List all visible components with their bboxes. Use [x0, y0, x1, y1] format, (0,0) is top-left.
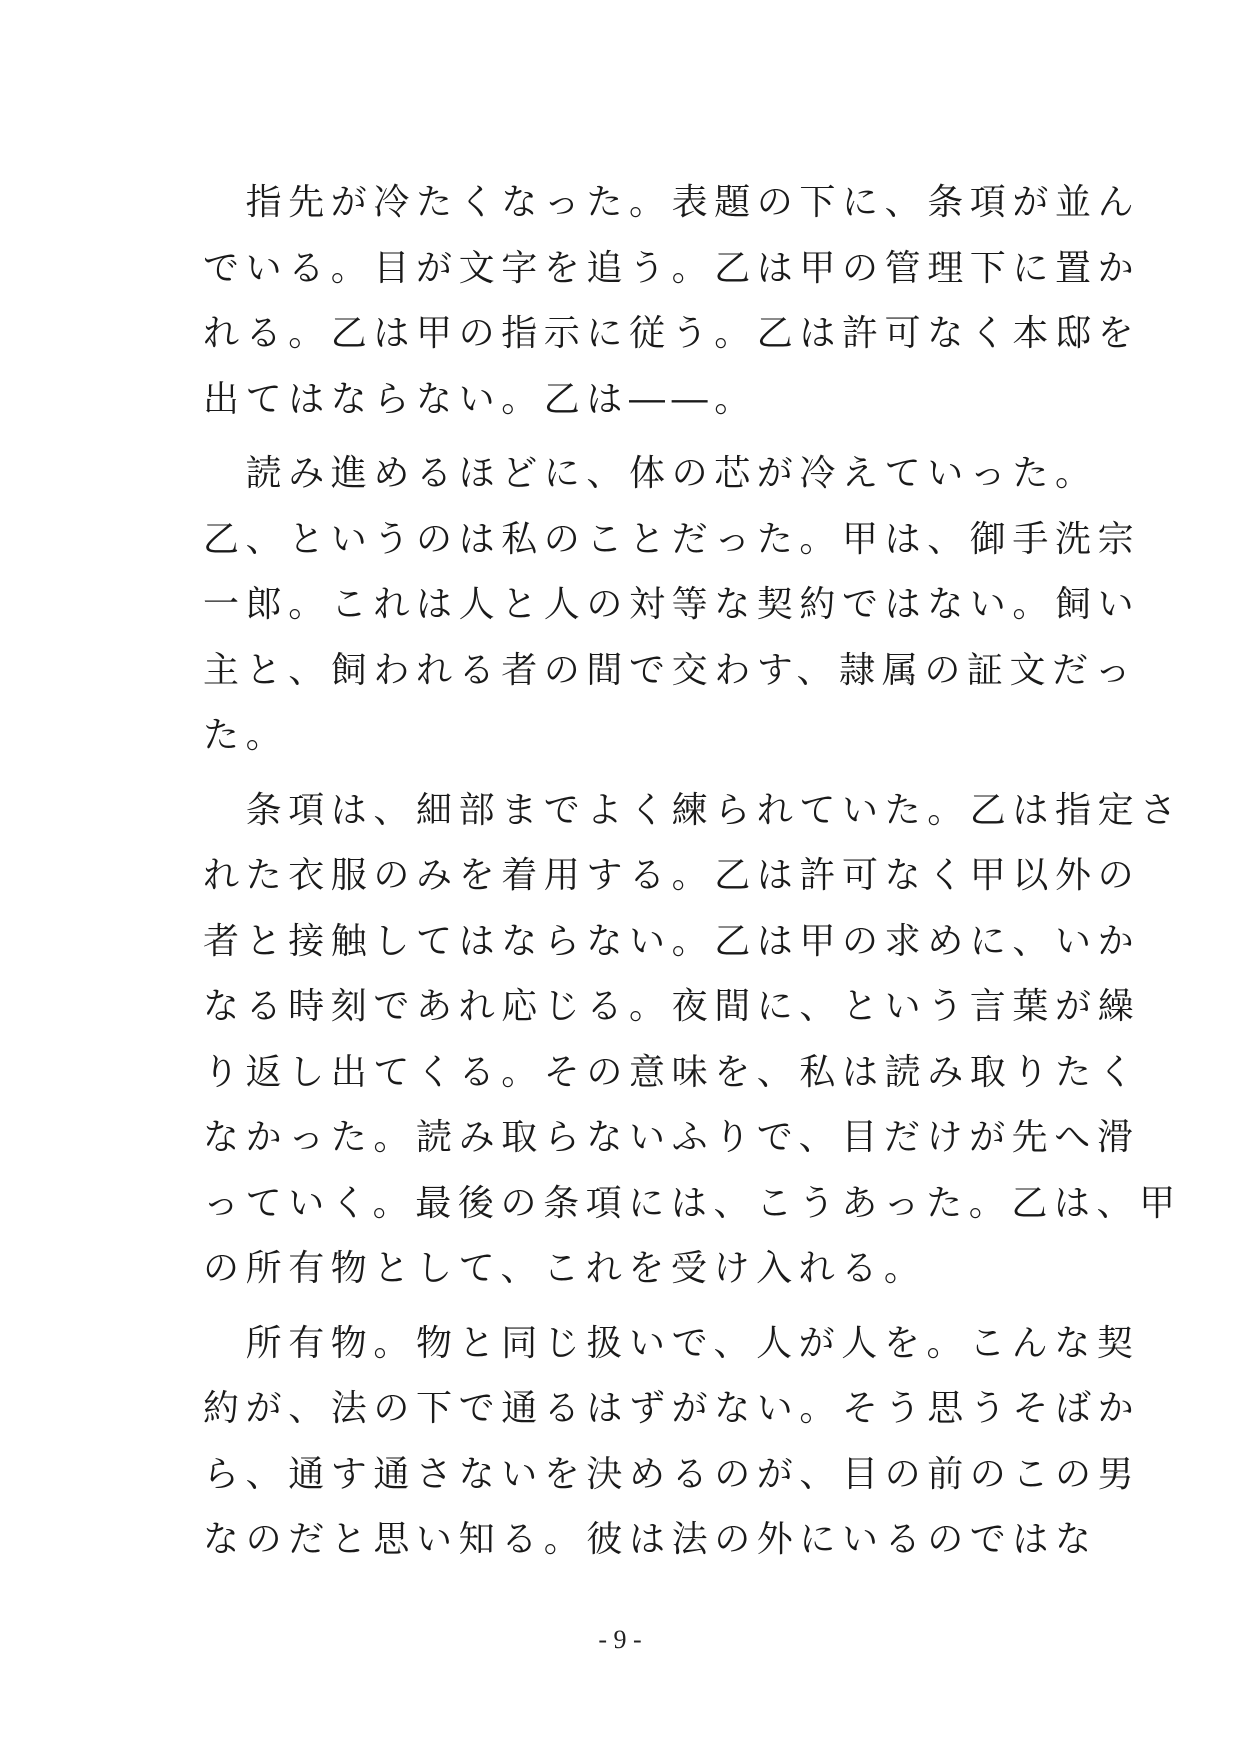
body-text: [203, 170, 1183, 1573]
text-line: 読み進めるほどに、体の芯が冷えていった。: [203, 453, 1098, 494]
text-line: っていく。最後の条項には、こうあった。乙は、甲: [203, 1182, 1182, 1224]
text-line: 所有物。物と同じ扱いで、人が人を。こんな契: [203, 1322, 1140, 1364]
text-line: 者と接触してはならない。乙は甲の求めに、いか: [203, 920, 1141, 962]
text-line: なのだと思い知る。彼は法の外にいるのではな: [203, 1519, 1098, 1560]
text-line: れる。乙は甲の指示に従う。乙は許可なく本邸を: [203, 313, 1141, 354]
text-line: 乙、というのは私のことだった。甲は、御手洗宗: [203, 518, 1141, 560]
text-line: た。: [203, 715, 289, 756]
text-line: ら、通す通さないを決めるのが、目の前のこの男: [203, 1453, 1141, 1495]
text-line: 出てはならない。乙は――。: [203, 378, 757, 420]
page-number: - 9 -: [598, 1625, 642, 1654]
text-line: 一郎。これは人と人の対等な契約ではない。飼い: [203, 584, 1141, 625]
text-line: の所有物として、これを受け入れる。: [203, 1248, 927, 1289]
text-line: れた衣服のみを着用する。乙は許可なく甲以外の: [203, 855, 1141, 896]
text-line: なかった。読み取らないふりで、目だけが先へ滑: [203, 1117, 1140, 1158]
text-line: り返し出てくる。その意味を、私は読み取りたく: [203, 1051, 1141, 1093]
text-line: なる時刻であれ応じる。夜間に、という言葉が繰: [203, 986, 1141, 1027]
text-line: 主と、飼われる者の間で交わす、隷属の証文だっ: [203, 649, 1138, 691]
text-line: 条項は、細部までよく練られていた。乙は指定さ: [203, 789, 1183, 831]
text-line: 指先が冷たくなった。表題の下に、条項が並ん: [203, 182, 1141, 223]
text-line: でいる。目が文字を追う。乙は甲の管理下に置か: [203, 247, 1141, 289]
text-line: 約が、法の下で通るはずがない。そう思うそばか: [203, 1388, 1141, 1429]
